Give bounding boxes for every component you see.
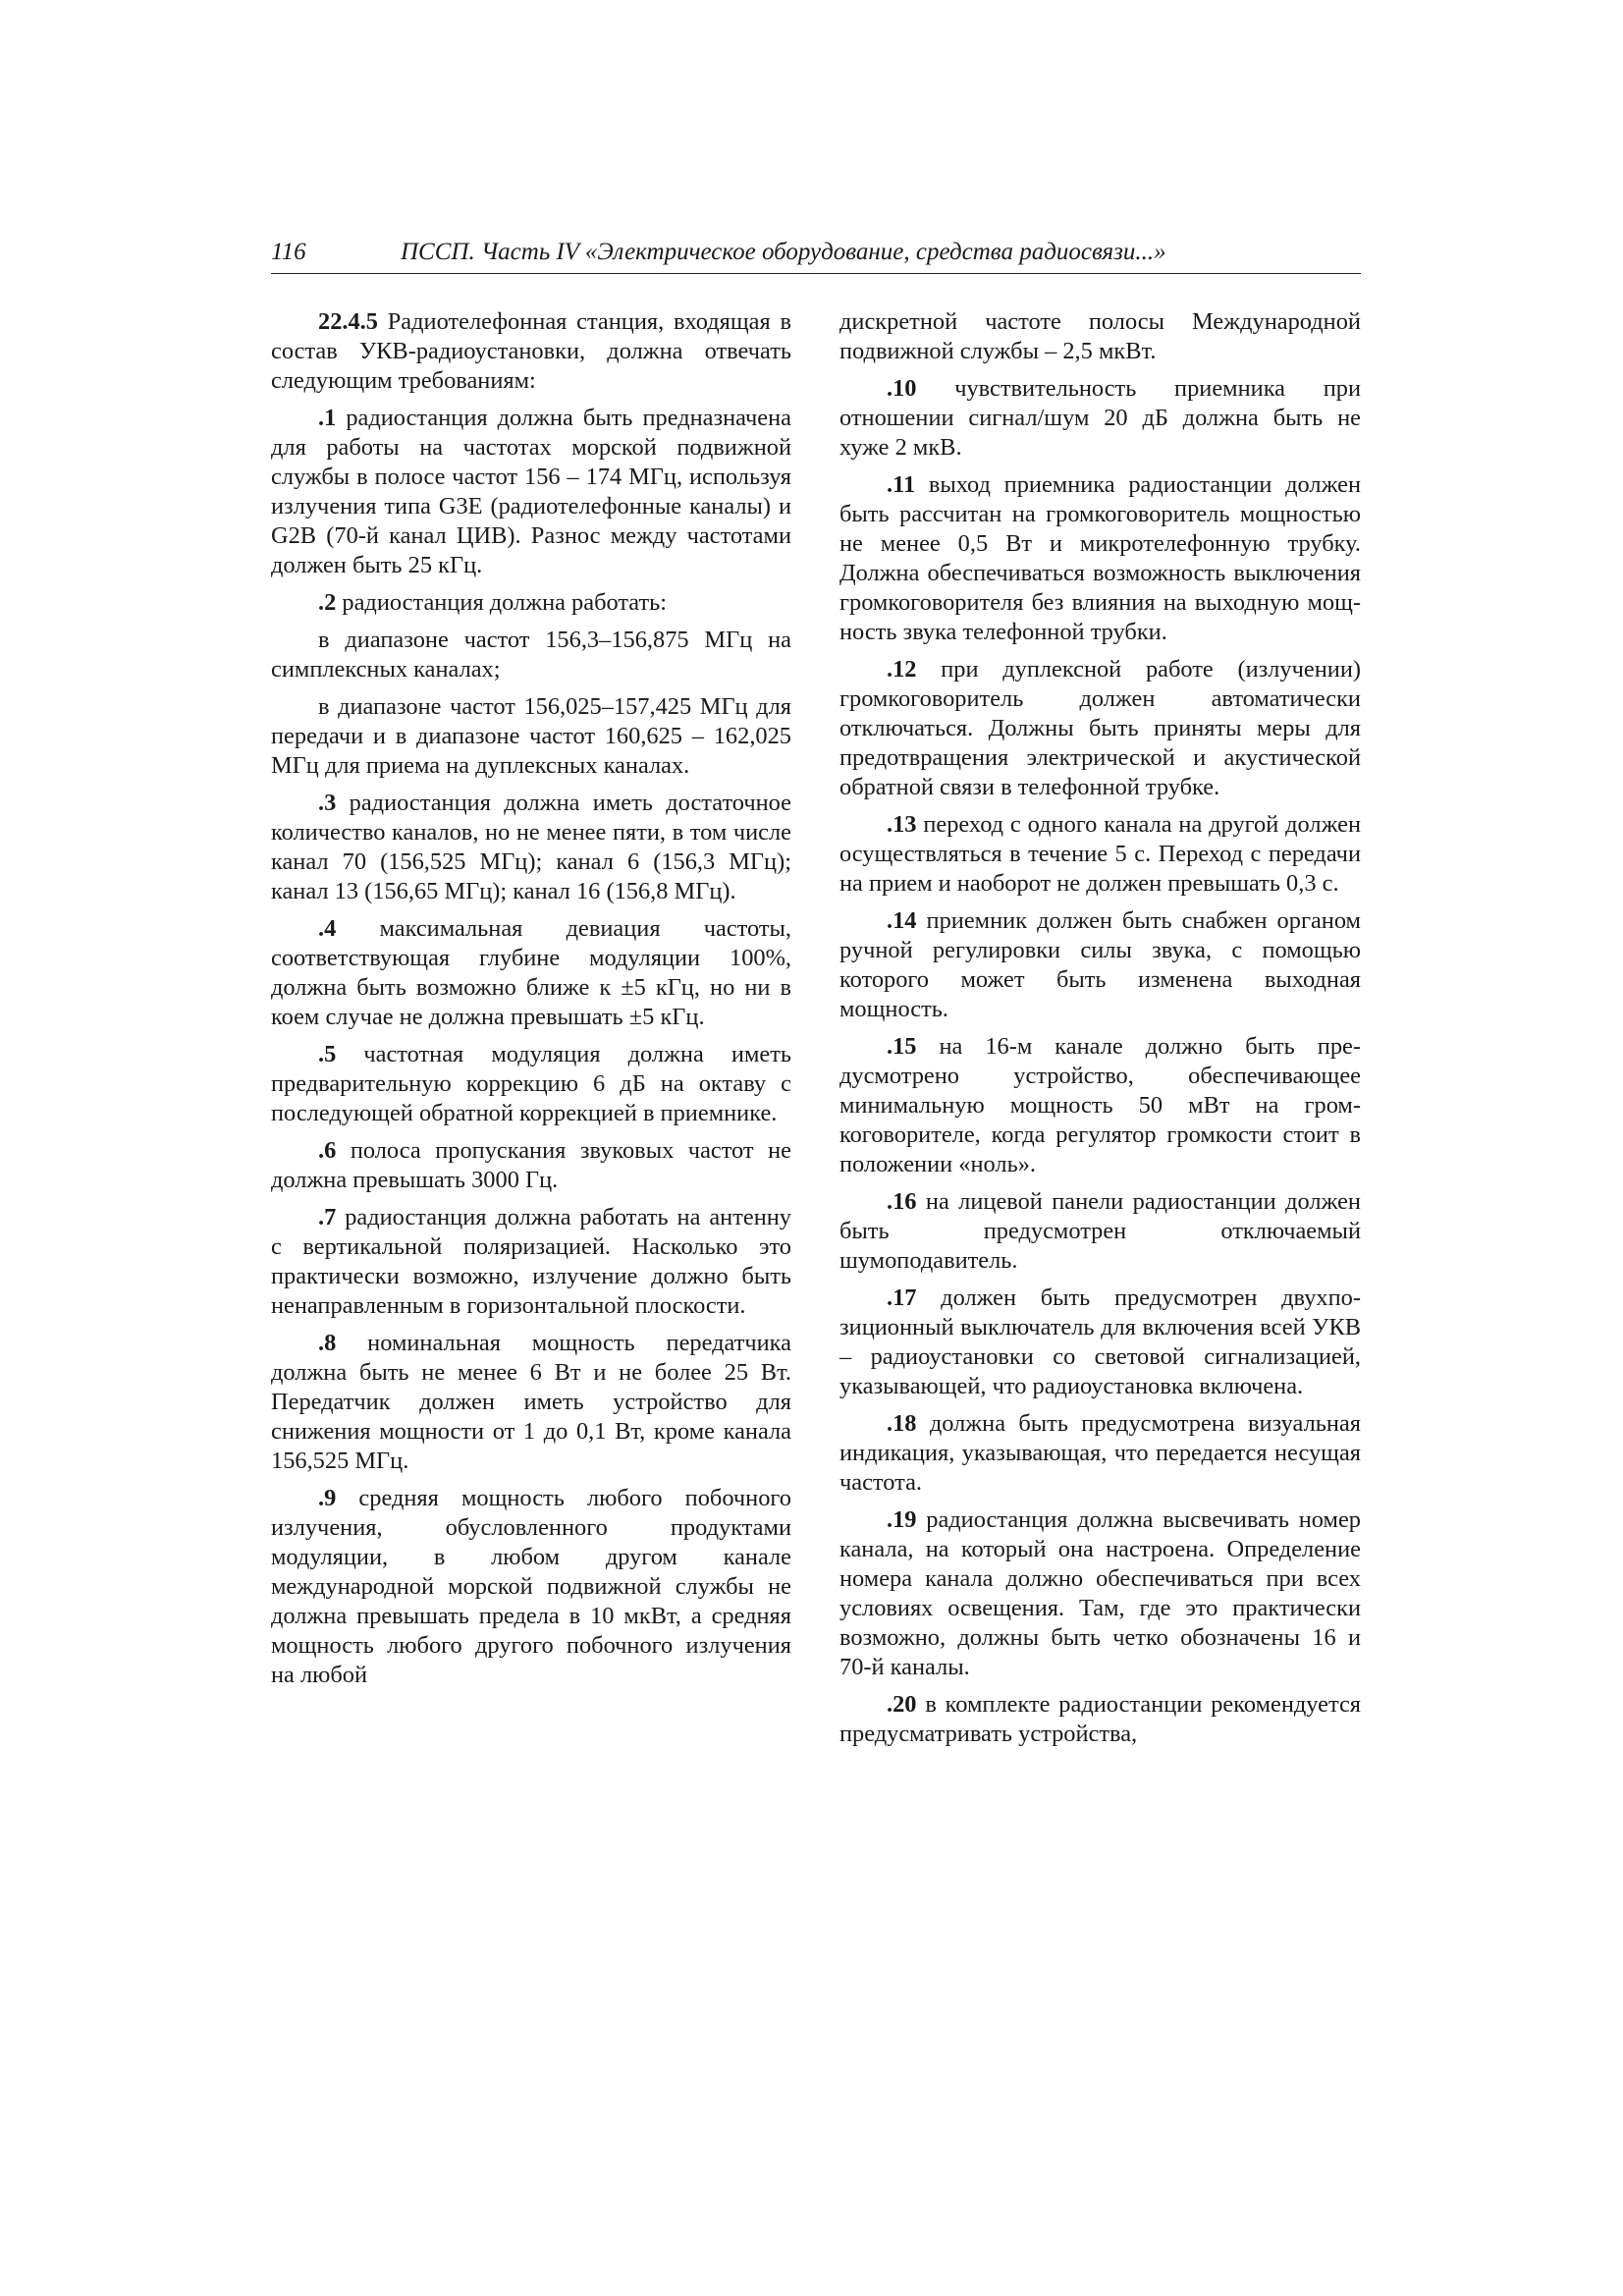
paragraph [271, 404, 791, 580]
paragraph [271, 307, 791, 396]
clause-text: частотная модуляция должна иметь предварительную коррекцию 6 дБ на октаву с последующей обратной коррекцией в приемнике. [271, 1041, 791, 1126]
paragraph [839, 655, 1361, 802]
clause-number: .4 [318, 915, 337, 942]
clause-text: в диапазоне частот 156,3–156,875 МГц на симплексных каналах; [271, 627, 791, 683]
paragraph [271, 1484, 791, 1690]
header-title: ПССП. Часть IV «Электрическое оборудование, средства радиосвязи...» [401, 239, 1166, 265]
clause-text: должен быть предусмотрен двухпозиционный выключатель для включения всей УКВ – радиоустановки со световой сигнализацией, указывающей, что радиоустановка включена. [839, 1285, 1361, 1399]
clause-text: приемник должен быть снабжен органом ручной регулировки силы звука, с помощью которого может быть изменена выходная мощность. [839, 907, 1361, 1022]
clause-number: .15 [887, 1033, 917, 1060]
paragraph [839, 374, 1361, 463]
clause-number: .19 [887, 1506, 917, 1533]
clause-text: переход с одного канала на другой должен осуществляться в течение 5 с. Переход с передачи на прием и наоборот не должен превышать 0,3 с. [839, 811, 1361, 897]
clause-text: в комплекте радиостанции рекомендуется предусматривать устройства, [839, 1691, 1361, 1747]
paragraph [839, 1505, 1361, 1682]
clause-number: .7 [318, 1204, 337, 1230]
clause-number: .18 [887, 1410, 917, 1437]
clause-text: выход приемника радиостанции должен быть рассчитан на громкоговоритель мощностью не менее 0,5 Вт и микротелефонную трубку. Должна обеспечиваться возможность выключения громкоговорителя без влияния на выходную мощность звука телефонной трубки. [839, 471, 1361, 645]
page-number: 116 [271, 239, 306, 265]
clause-number: .13 [887, 811, 917, 838]
clause-text: должна быть предусмотрена визуальная индикация, указывающая, что передается несущая частота. [839, 1410, 1361, 1496]
paragraph [839, 470, 1361, 647]
paragraph [839, 810, 1361, 899]
paragraph [271, 914, 791, 1032]
clause-text: радиостанция должна работать на антенну с вертикальной поляризацией. Насколько это практически возможно, излучение должно быть ненаправленным в горизонтальной плоскости. [271, 1204, 791, 1319]
clause-text: максимальная девиация частоты, соответствующая глубине модуляции 100%, должна быть возможно ближе к ±5 кГц, но ни в коем случае не должна превышать ±5 кГц. [271, 915, 791, 1030]
paragraph [271, 1136, 791, 1195]
clause-text: радиостанция должна высвечивать номер канала, на который она настроена. Определение номера канала должно обеспечиваться при всех условиях освещения. Там, где это практически возможно, должны быть четко обозначены 16 и 70-й каналы. [839, 1506, 1361, 1680]
clause-number: .8 [318, 1330, 337, 1356]
clause-text: радиостанция должна быть предназначена для работы на частотах морской подвижной службы в полосе частот 156 – 174 МГц, используя излучения типа G3E (радиотелефонные каналы) и G2B (70-й канал ЦИВ). Разнос между частотами должен быть 25 кГц. [271, 405, 791, 578]
clause-number: 22.4.5 [318, 308, 378, 335]
clause-text: радиостанция должна работать: [336, 589, 668, 616]
clause-number: .16 [887, 1188, 917, 1215]
clause-text: чувствительность приемника при отношении сигнал/шум 20 дБ должна быть не хуже 2 мкВ. [839, 375, 1361, 461]
paragraph [839, 1690, 1361, 1749]
clause-number: .2 [318, 589, 337, 616]
paragraph [271, 588, 791, 618]
clause-number: .6 [318, 1137, 337, 1164]
paragraph [839, 1032, 1361, 1179]
clause-number: .3 [318, 790, 337, 816]
left-column [271, 307, 791, 1698]
paragraph [271, 626, 791, 684]
paragraph [839, 1284, 1361, 1401]
clause-text: на 16-м канале должно быть предусмотрено устройство, обеспечивающее минимальную мощность 50 мВт на громкоговорителе, когда регулятор громкости стоит в положении «ноль». [839, 1033, 1361, 1177]
clause-number: .5 [318, 1041, 337, 1067]
right-column [839, 307, 1361, 1757]
clause-number: .1 [318, 405, 337, 431]
clause-number: .20 [887, 1691, 917, 1718]
clause-text: при дуплексной работе (излучении) громкоговоритель должен автоматически отключаться. Должны быть приняты меры для предотвращения электрической и акустической обратной связи в телефонной трубке. [839, 656, 1361, 800]
clause-text: средняя мощность любого побочного излучения, обусловленного продуктами модуляции, в любом другом канале международной морской подвижной службы не должна превышать предела в 10 мкВт, а средняя мощность любого другого побочного излучения на любой [271, 1485, 791, 1688]
clause-text: на лицевой панели радиостанции должен быть предусмотрен отключаемый шумоподавитель. [839, 1188, 1361, 1274]
paragraph [271, 692, 791, 781]
paragraph [271, 1203, 791, 1321]
clause-text: полоса пропускания звуковых частот не должна превышать 3000 Гц. [271, 1137, 791, 1193]
clause-number: .14 [887, 907, 917, 934]
clause-text: радиостанция должна иметь достаточное количество каналов, но не менее пяти, в том числе канал 70 (156,525 МГц); канал 6 (156,3 МГц); канал 13 (156,65 МГц); канал 16 (156,8 МГц). [271, 790, 791, 904]
paragraph [839, 906, 1361, 1024]
clause-number: .12 [887, 656, 917, 683]
clause-text: в диапазоне частот 156,025–157,425 МГц для передачи и в диапазоне частот 160,625 – 162,025 МГц для приема на дуплексных каналах. [271, 693, 791, 779]
clause-text: номинальная мощность передатчика должна быть не менее 6 Вт и не более 25 Вт. Передатчик должен иметь устройство для снижения мощности от 1 до 0,1 Вт, кроме канала 156,525 МГц. [271, 1330, 791, 1474]
clause-text: Радиотелефонная станция, входящая в состав УКВ-радиоустановки, должна отвечать следующим требованиям: [271, 308, 791, 394]
clause-number: .10 [887, 375, 917, 402]
paragraph [271, 789, 791, 906]
paragraph [839, 1187, 1361, 1276]
clause-number: .11 [887, 471, 916, 498]
running-header [271, 236, 1361, 274]
clause-number: .17 [887, 1285, 917, 1311]
paragraph [271, 1040, 791, 1128]
paragraph [839, 1409, 1361, 1498]
paragraph [839, 307, 1361, 366]
clause-number: .9 [318, 1485, 337, 1511]
paragraph [271, 1329, 791, 1476]
clause-text: дискретной частоте полосы Международной подвижной службы – 2,5 мкВт. [839, 308, 1361, 364]
